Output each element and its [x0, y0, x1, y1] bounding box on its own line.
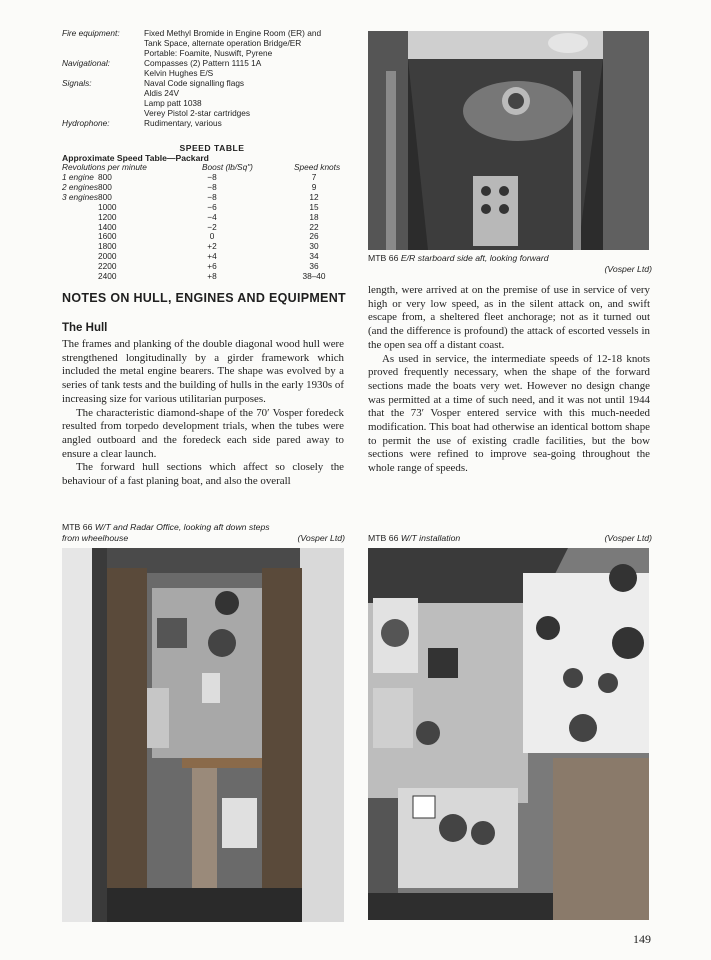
speed-table-row — [62, 192, 362, 202]
speed-table-row — [62, 241, 362, 251]
row-boost: −8 — [207, 172, 217, 182]
paragraph: As used in service, the intermediate speeds of 12-18 knots proved frequently necessary, when the shape of the forward sections made the boats very wet. However no design change was permitted at a time of such need, and it was not until 1944 that the 73′ Vosper entered service with this much-needed modification. This boat had otherwise an identical bottom shape to permit the use of existing cradle facilities, but the bow sections were refined to improve sea-going throughout the whole range of speeds. — [368, 352, 650, 475]
speed-table-row — [62, 231, 362, 241]
equipment-row — [62, 78, 362, 88]
row-boost: +6 — [207, 261, 217, 272]
row-boost: +8 — [207, 271, 217, 281]
header-boost: Boost (lb/Sq") — [202, 162, 253, 172]
row-speed: 15 — [309, 201, 319, 212]
row-speed: 26 — [309, 231, 319, 242]
page-number: 149 — [633, 932, 651, 946]
row-rpm: 1800 — [98, 241, 117, 252]
equipment-value: Tank Space, alternate operation Bridge/ER — [144, 38, 302, 48]
equipment-label: Signals: — [62, 78, 92, 88]
row-boost: −4 — [207, 211, 217, 222]
equipment-value: Compasses (2) Pattern 1115 1A — [144, 58, 262, 68]
equipment-value: Portable: Foamite, Nuswift, Pyrene — [144, 48, 273, 58]
row-rpm: 2000 — [98, 251, 117, 262]
equipment-label: Fire equipment: — [62, 28, 120, 38]
row-label: 3 engines — [62, 191, 98, 202]
equipment-value: Verey Pistol 2-star cartridges — [144, 108, 251, 118]
row-speed: 22 — [309, 221, 319, 232]
right-column-text — [368, 284, 650, 476]
speed-table-row — [62, 202, 362, 212]
equipment-row — [62, 88, 362, 98]
speed-table-row — [62, 222, 362, 232]
speed-table-row — [62, 212, 362, 222]
radar-office-caption: MTB 66 W/T and Radar Office, looking aft down steps from wheelhouse (Vosper Ltd) — [62, 522, 345, 543]
speed-table-row — [62, 271, 362, 281]
engine-room-caption: MTB 66 E/R starboard side aft, looking forward (Vosper Ltd) — [368, 253, 652, 274]
speed-table-row — [62, 172, 362, 182]
row-speed: 12 — [309, 191, 319, 202]
row-speed: 9 — [311, 181, 317, 192]
speed-table-row — [62, 182, 362, 192]
equipment-list — [62, 28, 362, 128]
equipment-value: Rudimentary, various — [144, 118, 222, 128]
row-rpm: 1600 — [98, 231, 117, 242]
left-column-text — [62, 338, 344, 489]
row-rpm: 800 — [98, 181, 112, 192]
row-rpm: 1400 — [98, 221, 117, 232]
equipment-label: Hydrophone: — [62, 118, 110, 128]
row-boost: +2 — [207, 241, 217, 252]
equipment-value: Kelvin Hughes E/S — [144, 68, 214, 78]
row-label: 1 engine — [62, 172, 94, 182]
row-speed: 36 — [309, 261, 319, 272]
equipment-label — [62, 38, 144, 48]
equipment-label — [62, 48, 144, 58]
row-boost: −8 — [207, 181, 217, 192]
subsection-heading: The Hull — [62, 322, 108, 334]
speed-table-title: SPEED TABLE — [179, 143, 245, 153]
row-boost: +4 — [207, 251, 217, 262]
row-rpm: 800 — [98, 172, 112, 182]
equipment-row — [62, 98, 362, 108]
speed-table-subtitle: Approximate Speed Table—Packard — [62, 153, 209, 163]
speed-table-header — [62, 162, 362, 172]
wt-installation-photo — [368, 548, 649, 920]
paragraph: The forward hull sections which affect so closely the behaviour of a fast planing boat, and also the overall — [62, 461, 344, 488]
row-speed: 38–40 — [302, 271, 326, 281]
equipment-row — [62, 28, 362, 38]
equipment-row — [62, 108, 362, 118]
equipment-label — [62, 108, 144, 118]
equipment-row — [62, 48, 362, 58]
row-label: 2 engines — [62, 181, 98, 192]
row-boost: −6 — [207, 201, 217, 212]
equipment-value: Aldis 24V — [144, 88, 180, 98]
speed-table-row — [62, 261, 362, 271]
equipment-label: Navigational: — [62, 58, 110, 68]
header-rpm: Revolutions per minute — [62, 162, 147, 172]
row-speed: 34 — [309, 251, 319, 262]
wt-installation-caption: MTB 66 W/T installation (Vosper Ltd) — [368, 533, 652, 543]
row-rpm: 1200 — [98, 211, 117, 222]
row-boost: −2 — [207, 221, 217, 232]
paragraph: length, were arrived at on the premise of use in service of very high or very low speed, as in the silent attack on, and swift escape from, a sheltered fleet anchorage; not as it turned out (and the difference is profound) the attack of escorted vessels in the open sea off a distant coast. — [368, 284, 650, 351]
equipment-value: Naval Code signalling flags — [144, 78, 245, 88]
equipment-row — [62, 38, 362, 48]
header-speed: Speed knots — [294, 162, 341, 172]
equipment-value: Fixed Methyl Bromide in Engine Room (ER) and — [144, 28, 322, 38]
speed-table-row — [62, 251, 362, 261]
row-rpm: 2200 — [98, 261, 117, 272]
equipment-label — [62, 88, 144, 98]
row-speed: 7 — [311, 172, 317, 182]
equipment-row — [62, 118, 362, 128]
row-speed: 18 — [309, 211, 319, 222]
row-rpm: 2400 — [98, 271, 117, 281]
paragraph: The characteristic diamond-shape of the 70′ Vosper foredeck resulted from torpedo development trials, when the tubes were angled outboard and the foredeck each side pared away to ensure a clear launch. — [62, 406, 344, 460]
equipment-label — [62, 68, 144, 78]
row-rpm: 1000 — [98, 201, 117, 212]
paragraph: The frames and planking of the double diagonal wood hull were strengthened longitudinally by a girder framework which included the metal engine bearers. The shape was evolved by a series of tank tests and the building of hulls in the early 1930s of increasing size for various utilitarian purposes. — [62, 338, 344, 405]
row-speed: 30 — [309, 241, 319, 252]
equipment-row — [62, 68, 362, 78]
row-rpm: 800 — [98, 191, 112, 202]
radar-office-photo — [62, 548, 344, 922]
equipment-label — [62, 98, 144, 108]
row-boost: 0 — [209, 231, 215, 242]
section-heading: NOTES ON HULL, ENGINES AND EQUIPMENT — [62, 291, 346, 305]
equipment-row — [62, 58, 362, 68]
row-boost: −8 — [207, 191, 217, 202]
engine-room-photo — [368, 31, 649, 250]
equipment-value: Lamp patt 1038 — [144, 98, 202, 108]
